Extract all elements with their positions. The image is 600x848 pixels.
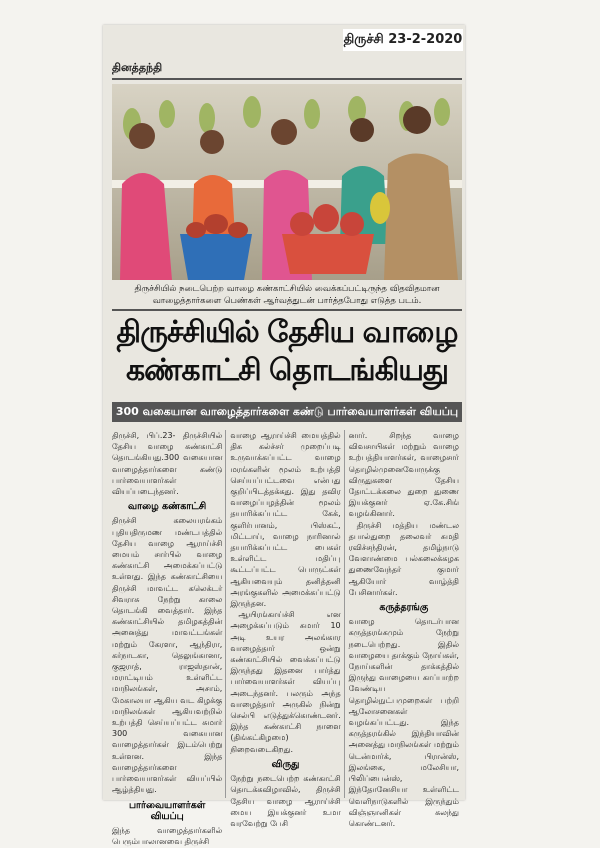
subheading-seminar: கருத்தரங்கு bbox=[379, 602, 429, 614]
paragraph: திருச்சி கலையரங்கம் புதியதிருமண மண்டபத்தில் தேசிய வாழை ஆராய்ச்சி மையம் சார்பில் வாழை கண்காட்சி அமைக்கப்பட்டு உள்ளது. இந்த கண்காட்சியை திருச்சி மாவட்ட கலெக்டர் சிவராசு நேற்று காலை தொடங்கி வைத்தார். இந்த கண்காட்சியில் தமிழகத்தின் அனைத்து மாவட்டங்கள் மற்றும் கேரளா, ஆந்திரா, கர்நாடகா, தெலுங்கானா, குஜராத், ராஜஸ்தான், மராட்டியம் உள்ளிட்ட மாநிலங்கள், அசாம், மேகாலயா ஆகிய வட கிழக்கு மாநிலங்கள் ஆகியவற்றில் உற்பத்தி செய்யப்பட்ட சுமார் 300 வகையான வாழைத்தார்கள் இடம்பெற்று உள்ளன. இந்த வாழைத்தார்களை பார்வையாளர்கள் வியப்பில் ஆழ்த்தியது. bbox=[112, 516, 223, 795]
photo-illustration bbox=[112, 84, 462, 280]
subheading-award: விருது bbox=[271, 758, 300, 770]
article-column-3 bbox=[348, 430, 462, 828]
paragraph: ஆயிரங்காய்ச்சி என அழைக்கப்படும் சுமார் 10 அடி உயர அலங்கார வாழைத்தார் ஒன்று கண்காட்சியில் வைக்கப்பட்டு இருந்தது இதனை பார்த்து பார்வையாளர்கள் வியப்பு அடைந்தனர். பலரும் அந்த வாழைத்தார் அருகில் நின்று செல்பி எடுத்துக்கொண்டனர். இந்த கண்காட்சி நாளை (திங்கட்கிழமை) நிறைவடைகிறது. bbox=[230, 610, 341, 754]
intro-paragraph: திருச்சி, பிப்.23- திருச்சியில் தேசிய வாழை கண்காட்சி தொடங்கியது.300 வகையான வாழைத்தார்களை கண்டு பார்வையாளர்கள் வியப்படைந்தனர். bbox=[112, 431, 223, 497]
dateline: திருச்சி 23-2-2020 bbox=[343, 29, 463, 51]
headline-line-2: கண்காட்சி தொடங்கியது bbox=[125, 353, 449, 388]
subheading-exhibition: வாழை கண்காட்சி bbox=[128, 501, 207, 513]
masthead bbox=[112, 56, 462, 80]
photo-caption: திருச்சியில் நடைபெற்ற வாழை கண்காட்சியில் வைக்கப்பட்டிருந்த விதவிதமான வாழைத்தார்களை பெண்கள் ஆர்வத்துடன் பார்த்தபோது எடுத்த படம். bbox=[112, 283, 462, 311]
headline bbox=[112, 314, 462, 390]
paragraph: வாழை தொடர்பான கருத்தரங்கமும் நேற்று நடைபெற்றது. இதில் வாழையை தாக்கும் நோய்கள், நோய்களின் தாக்கத்தில் இருந்து வாழையை காப்பாற்ற வேண்டிய தொழில்நுட்பமுறைகள் பற்றி ஆலோசனைகள் வழங்கப்பட்டது. இந்த கருத்தரங்கில் இந்தியாவின் அனைத்து மாநிலங்கள் மற்றும் டென்மார்க், பிரான்ஸ், இலங்கை, மலேசியா, பிலிப்பைன்ஸ், இந்தோனேசியா உள்ளிட்ட வெளிநாடுகளில் இருந்தும் விஞ்ஞானிகள் கலந்து கொண்டனர். bbox=[348, 617, 459, 828]
article-column-2 bbox=[230, 430, 344, 828]
headline-line-1: திருச்சியில் தேசிய வாழை bbox=[116, 315, 458, 350]
news-photo bbox=[112, 84, 462, 280]
paragraph: னார். சிறந்த வாழை விவசாயிகள் மற்றும் வாழை உற்பத்தியாளர்கள், வாழைசார் தொழில்முனைவோருக்கு விருதுகளை தேசிய தோட்டக்கலை துறை துணை இயக்குனர் ஏ.கே.சிங் வழங்கினார். bbox=[348, 431, 459, 519]
deck-subheadline: 300 வகையான வாழைத்தார்களை கண்டு பார்வையாளர்கள் வியப்பு bbox=[112, 402, 462, 422]
paragraph: இந்த வாழைத்தார்களில் பெரும்பாலானவை திருச்சி bbox=[112, 825, 223, 847]
paragraph: வாழை ஆராய்ச்சி மையத்தில் திசு கல்ச்சர் முறைப்படி உருவாக்கப்பட்ட வாழை மரங்களின் மூலம் உற்பத்தி செய்யப்பட்டவை என்பது குறிப்பிடத்தக்கது. இது தவிர வாழைப்பழத்தின் மூலம் தயாரிக்கப்பட்ட கேக், குளிர்பானம், பிஸ்கட், மிட்டாய், வாழை நாரினால் தயாரிக்கப்பட்ட பைகள் உள்ளிட்ட மதிப்பு கூட்டப்பட்ட பொருட்கள் ஆகியவையும் தனித்தனி அரங்குகளில் அமைக்கப்பட்டு இருந்தன. bbox=[230, 431, 341, 609]
paragraph: நேற்று நடைபெற்ற கண்காட்சி தொடக்கவிழாவில், திருச்சி தேசிய வாழை ஆராய்ச்சி மைய இயக்குனர் உமா வரவேற்று பேசி bbox=[230, 774, 341, 828]
newspaper-name: தினத்தந்தி bbox=[112, 61, 163, 74]
paragraph: திருச்சி மத்திய மண்டல தபால்துறை தலைவர் சுமதி ரவிச்சந்திரன், தமிழ்நாடு வேளாண்மை பல்கலைக்கழக துணைவேந்தர் குமார் ஆகியோர் வாழ்த்தி பேசினார்கள். bbox=[348, 520, 459, 597]
article-column-1 bbox=[112, 430, 226, 847]
subheading-visitors: பார்வையாளர்கள் வியப்பு bbox=[128, 799, 206, 822]
article-body bbox=[112, 430, 462, 847]
